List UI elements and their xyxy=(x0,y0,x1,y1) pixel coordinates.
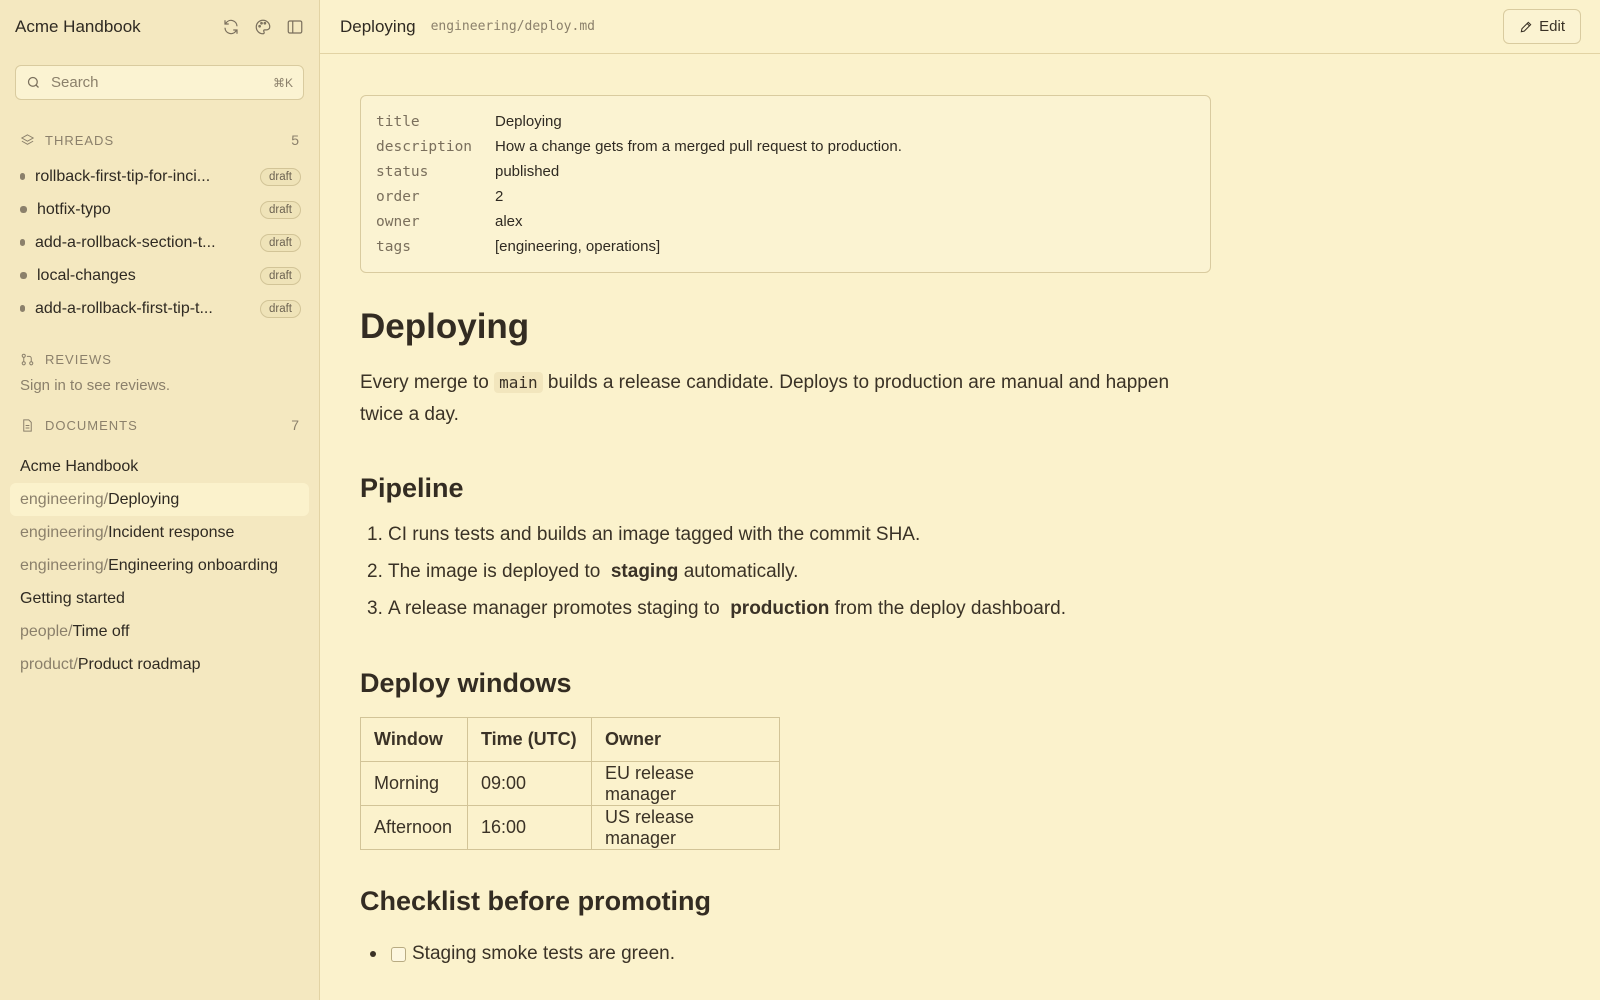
edit-button-label: Edit xyxy=(1539,18,1565,35)
thread-dot xyxy=(20,272,27,279)
doc-name: Engineering onboarding xyxy=(108,556,278,574)
doc-name: Incident response xyxy=(108,523,235,541)
sidebar-toggle-icon[interactable] xyxy=(286,18,304,36)
checklist-checkbox[interactable] xyxy=(391,947,406,962)
step-text-part: from the deploy dashboard. xyxy=(829,598,1066,619)
document-title: Deploying xyxy=(340,16,416,36)
doc-name: Time off xyxy=(72,622,130,640)
step-text-part: A release manager promotes staging to xyxy=(388,598,725,619)
document-path: engineering/deploy.md xyxy=(430,19,595,34)
step-bold: production xyxy=(730,598,830,619)
thread-dot xyxy=(20,206,27,213)
checklist-item xyxy=(360,939,1211,969)
frontmatter-row xyxy=(376,134,1195,159)
inline-code: main xyxy=(494,372,543,393)
thread-dot xyxy=(20,305,25,312)
checklist-heading: Checklist before promoting xyxy=(360,886,712,916)
step-bold: staging xyxy=(610,561,679,582)
step-text xyxy=(388,561,798,598)
pipeline-steps xyxy=(360,524,1211,635)
frontmatter-row xyxy=(376,109,1195,134)
frontmatter-value: published xyxy=(495,163,560,180)
doc-prefix: engineering/ xyxy=(20,490,109,508)
doc-item-product-roadmap[interactable] xyxy=(10,648,309,681)
checklist xyxy=(360,939,1211,969)
table-header: Owner xyxy=(592,718,780,762)
deploy-windows-heading: Deploy windows xyxy=(360,668,572,698)
thread-name: add-a-rollback-first-tip-t... xyxy=(35,299,213,317)
lead-text: Every merge to xyxy=(360,372,495,393)
frontmatter-key: owner xyxy=(376,213,420,230)
table-cell: EU release manager xyxy=(592,762,780,806)
reviews-section-header xyxy=(0,347,319,371)
pull-request-icon xyxy=(20,352,35,367)
thread-item[interactable] xyxy=(0,160,319,193)
step-text-part: The image is deployed to xyxy=(388,561,606,582)
threads-section-header xyxy=(0,128,319,152)
draft-badge: draft xyxy=(260,234,301,252)
step-text xyxy=(388,598,1066,635)
sidebar-header xyxy=(0,0,319,54)
frontmatter-value: Deploying xyxy=(495,113,562,130)
search-box[interactable] xyxy=(15,65,304,100)
doc-prefix: engineering/ xyxy=(20,556,109,574)
doc-item-incident-response[interactable] xyxy=(10,516,309,549)
lead-paragraph xyxy=(360,367,1211,431)
deploy-windows-table xyxy=(360,717,780,850)
documents-label: DOCUMENTS xyxy=(45,417,138,433)
thread-name: add-a-rollback-section-t... xyxy=(35,233,216,251)
frontmatter-key: status xyxy=(376,163,429,180)
frontmatter-value: alex xyxy=(495,213,523,230)
draft-badge: draft xyxy=(260,201,301,219)
frontmatter-key: order xyxy=(376,188,420,205)
lead-text: builds a release candidate. Deploys to production are manual and happen twice a day. xyxy=(360,372,1170,425)
threads-list xyxy=(0,160,319,325)
thread-item[interactable] xyxy=(0,292,319,325)
document-topbar xyxy=(320,0,1600,54)
document-content xyxy=(360,95,1211,969)
layers-icon xyxy=(20,133,35,148)
frontmatter-value: [engineering, operations] xyxy=(495,238,661,255)
table-row xyxy=(361,806,780,850)
frontmatter-row xyxy=(376,234,1195,259)
doc-name: Acme Handbook xyxy=(20,457,139,475)
frontmatter-key: description xyxy=(376,138,473,155)
doc-prefix: product/ xyxy=(20,655,78,673)
search-input[interactable] xyxy=(51,74,273,91)
doc-item-deploying[interactable] xyxy=(10,483,309,516)
step-text-part: automatically. xyxy=(678,561,799,582)
doc-prefix: engineering/ xyxy=(20,523,109,541)
thread-item[interactable] xyxy=(0,259,319,292)
frontmatter-box xyxy=(360,95,1211,273)
thread-name: local-changes xyxy=(37,266,136,284)
thread-item[interactable] xyxy=(0,193,319,226)
step-text xyxy=(388,524,920,561)
edit-button[interactable] xyxy=(1503,9,1581,44)
thread-item[interactable] xyxy=(0,226,319,259)
thread-dot xyxy=(20,173,25,180)
table-cell: US release manager xyxy=(592,806,780,850)
documents-list xyxy=(0,450,319,681)
doc-name: Getting started xyxy=(20,589,125,607)
refresh-icon[interactable] xyxy=(222,18,240,36)
reviews-label: REVIEWS xyxy=(45,351,112,367)
pipeline-heading: Pipeline xyxy=(360,473,464,503)
sidebar xyxy=(0,0,320,1000)
table-cell: 09:00 xyxy=(468,762,592,806)
thread-name: rollback-first-tip-for-inci... xyxy=(35,167,211,185)
checklist-item-text: Staging smoke tests are green. xyxy=(412,943,675,964)
doc-item-getting-started[interactable] xyxy=(10,582,309,615)
thread-name: hotfix-typo xyxy=(37,200,111,218)
draft-badge: draft xyxy=(260,300,301,318)
thread-dot xyxy=(20,239,25,246)
step-number: 3. xyxy=(367,598,383,619)
frontmatter-row xyxy=(376,159,1195,184)
table-cell: Morning xyxy=(361,762,468,806)
documents-section-header xyxy=(0,413,319,437)
pipeline-step xyxy=(360,598,1211,635)
table-header-row xyxy=(361,718,780,762)
search-icon xyxy=(26,75,41,90)
document-icon xyxy=(20,418,35,433)
frontmatter-row xyxy=(376,184,1195,209)
doc-name: Product roadmap xyxy=(77,655,201,673)
threads-count: 5 xyxy=(291,132,299,148)
pipeline-step xyxy=(360,524,1211,561)
doc-item-time-off[interactable] xyxy=(10,615,309,648)
pencil-icon xyxy=(1519,20,1533,34)
step-text-part: CI runs tests and builds an image tagged with the commit SHA. xyxy=(388,524,921,545)
frontmatter-value: How a change gets from a merged pull request to production. xyxy=(495,138,902,155)
table-header: Time (UTC) xyxy=(468,718,592,762)
doc-item-engineering-onboarding[interactable] xyxy=(10,549,309,582)
search-shortcut: ⌘K xyxy=(272,75,293,90)
palette-icon[interactable] xyxy=(254,18,272,36)
table-cell: Afternoon xyxy=(361,806,468,850)
bullet xyxy=(370,951,376,957)
step-number: 2. xyxy=(367,561,383,582)
reviews-signin-note: Sign in to see reviews. xyxy=(20,377,171,394)
doc-name: Deploying xyxy=(108,490,180,508)
doc-item-acme-handbook[interactable] xyxy=(10,450,309,483)
frontmatter-row xyxy=(376,209,1195,234)
doc-prefix: people/ xyxy=(20,622,73,640)
app-title: Acme Handbook xyxy=(15,17,141,36)
draft-badge: draft xyxy=(260,267,301,285)
draft-badge: draft xyxy=(260,168,301,186)
table-cell: 16:00 xyxy=(468,806,592,850)
pipeline-step xyxy=(360,561,1211,598)
frontmatter-key: title xyxy=(376,113,420,130)
frontmatter-value: 2 xyxy=(495,188,504,205)
table-row xyxy=(361,762,780,806)
threads-label: THREADS xyxy=(45,132,115,148)
table-header: Window xyxy=(361,718,468,762)
step-number: 1. xyxy=(367,524,383,545)
document-heading: Deploying xyxy=(360,307,530,346)
frontmatter-key: tags xyxy=(376,238,411,255)
documents-count: 7 xyxy=(291,417,299,433)
sidebar-header-actions xyxy=(222,18,304,36)
